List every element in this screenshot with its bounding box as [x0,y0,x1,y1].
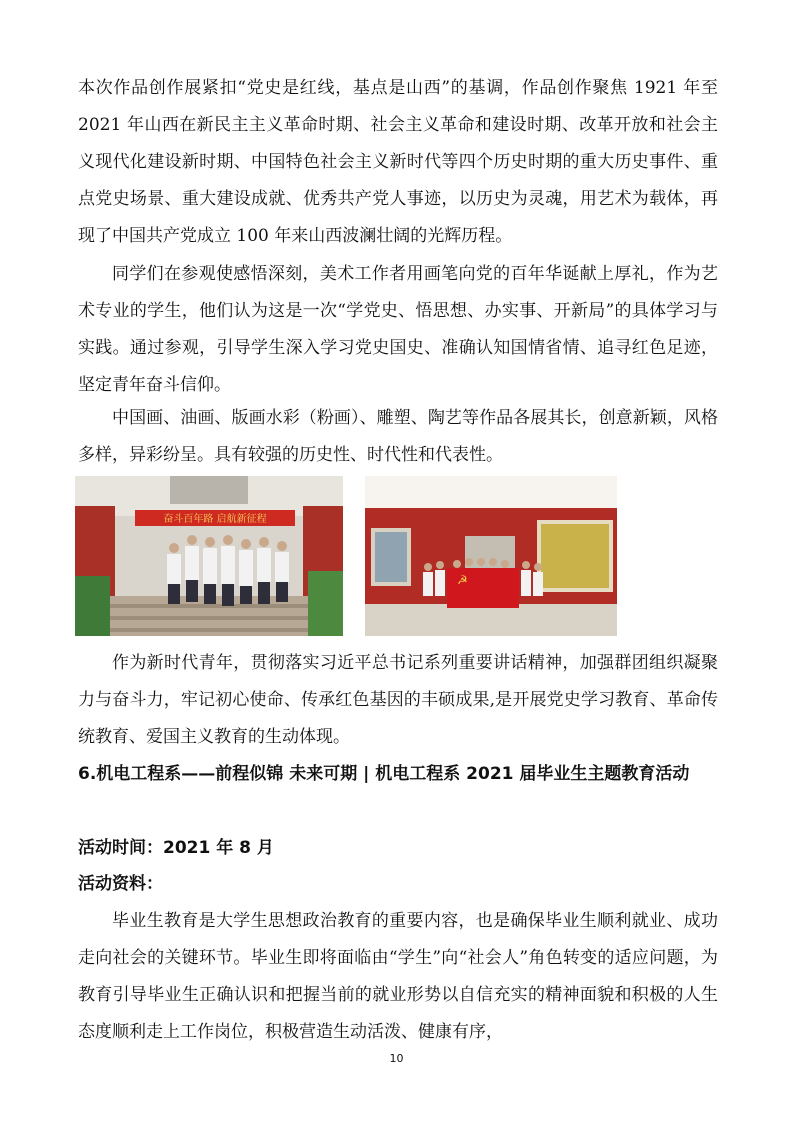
flag-emblem-icon: ☭ [457,573,468,587]
activity-time: 活动时间：2021 年 8 月 [78,838,274,858]
page-number: 10 [389,1052,404,1065]
photo-gallery-image [365,476,617,636]
paragraph-artworks: 中国画、油画、版画水彩（粉画）、雕塑、陶艺等作品各展其长，创意新颖，风格多样，异彩纷呈。具有较强的历史性、时代性和代表性。 [78,408,718,465]
photo-staircase-image [75,476,343,636]
photo-students-party-flag [365,476,617,636]
paragraph-graduate-education: 毕业生教育是大学生思想政治教育的重要内容，也是确保毕业生顺利就业、成功走向社会的关键环节。毕业生即将面临由“学生”向“社会人”角色转变的适应问题，为教育引导毕业生正确认识和把握当前的就业形势以自信充实的精神面貌和积极的人生态度顺利走上工作岗位，积极营造生动活泼、健康有序， [78,911,718,1042]
banner-text: 奋斗百年路 启航新征程 [163,514,267,525]
paragraph-new-era-youth: 作为新时代青年，贯彻落实习近平总书记系列重要讲话精神，加强群团组织凝聚力与奋斗力，牢记初心使命、传承红色基因的丰硕成果,是开展党史学习教育、革命传统教育、爱国主义教育的生动体现。 [78,653,718,747]
photo-students-staircase [75,476,343,636]
activity-materials-label: 活动资料： [78,874,163,894]
section-title: 6.机电工程系——前程似锦 未来可期 | 机电工程系 2021 届毕业生主题教育活动 [78,764,690,784]
paragraph-student-visit: 同学们在参观使感悟深刻，美术工作者用画笔向党的百年华诞献上厚礼，作为艺术专业的学生，他们认为这是一次“学党史、悟思想、办实事、开新局”的具体学习与实践。通过参观，引导学生深入学习党史国史、准确认知国情省情、追寻红色足迹，坚定青年奋斗信仰。 [78,264,718,395]
paragraph-exhibition-intro: 本次作品创作展紧扣“党史是红线，基点是山西”的基调，作品创作聚焦 1921 年至 2021 年山西在新民主主义革命时期、社会主义革命和建设时期、改革开放和社会主义现代化建设新时期、中国特色社会主义新时代等四个历史时期的重大历史事件、重点党史场景、重大建设成就、优秀共产党人事迹，以历史为灵魂，用艺术为载体，再现了中国共产党成立 100 年来山西波澜壮阔的光辉历程。 [78,78,718,246]
